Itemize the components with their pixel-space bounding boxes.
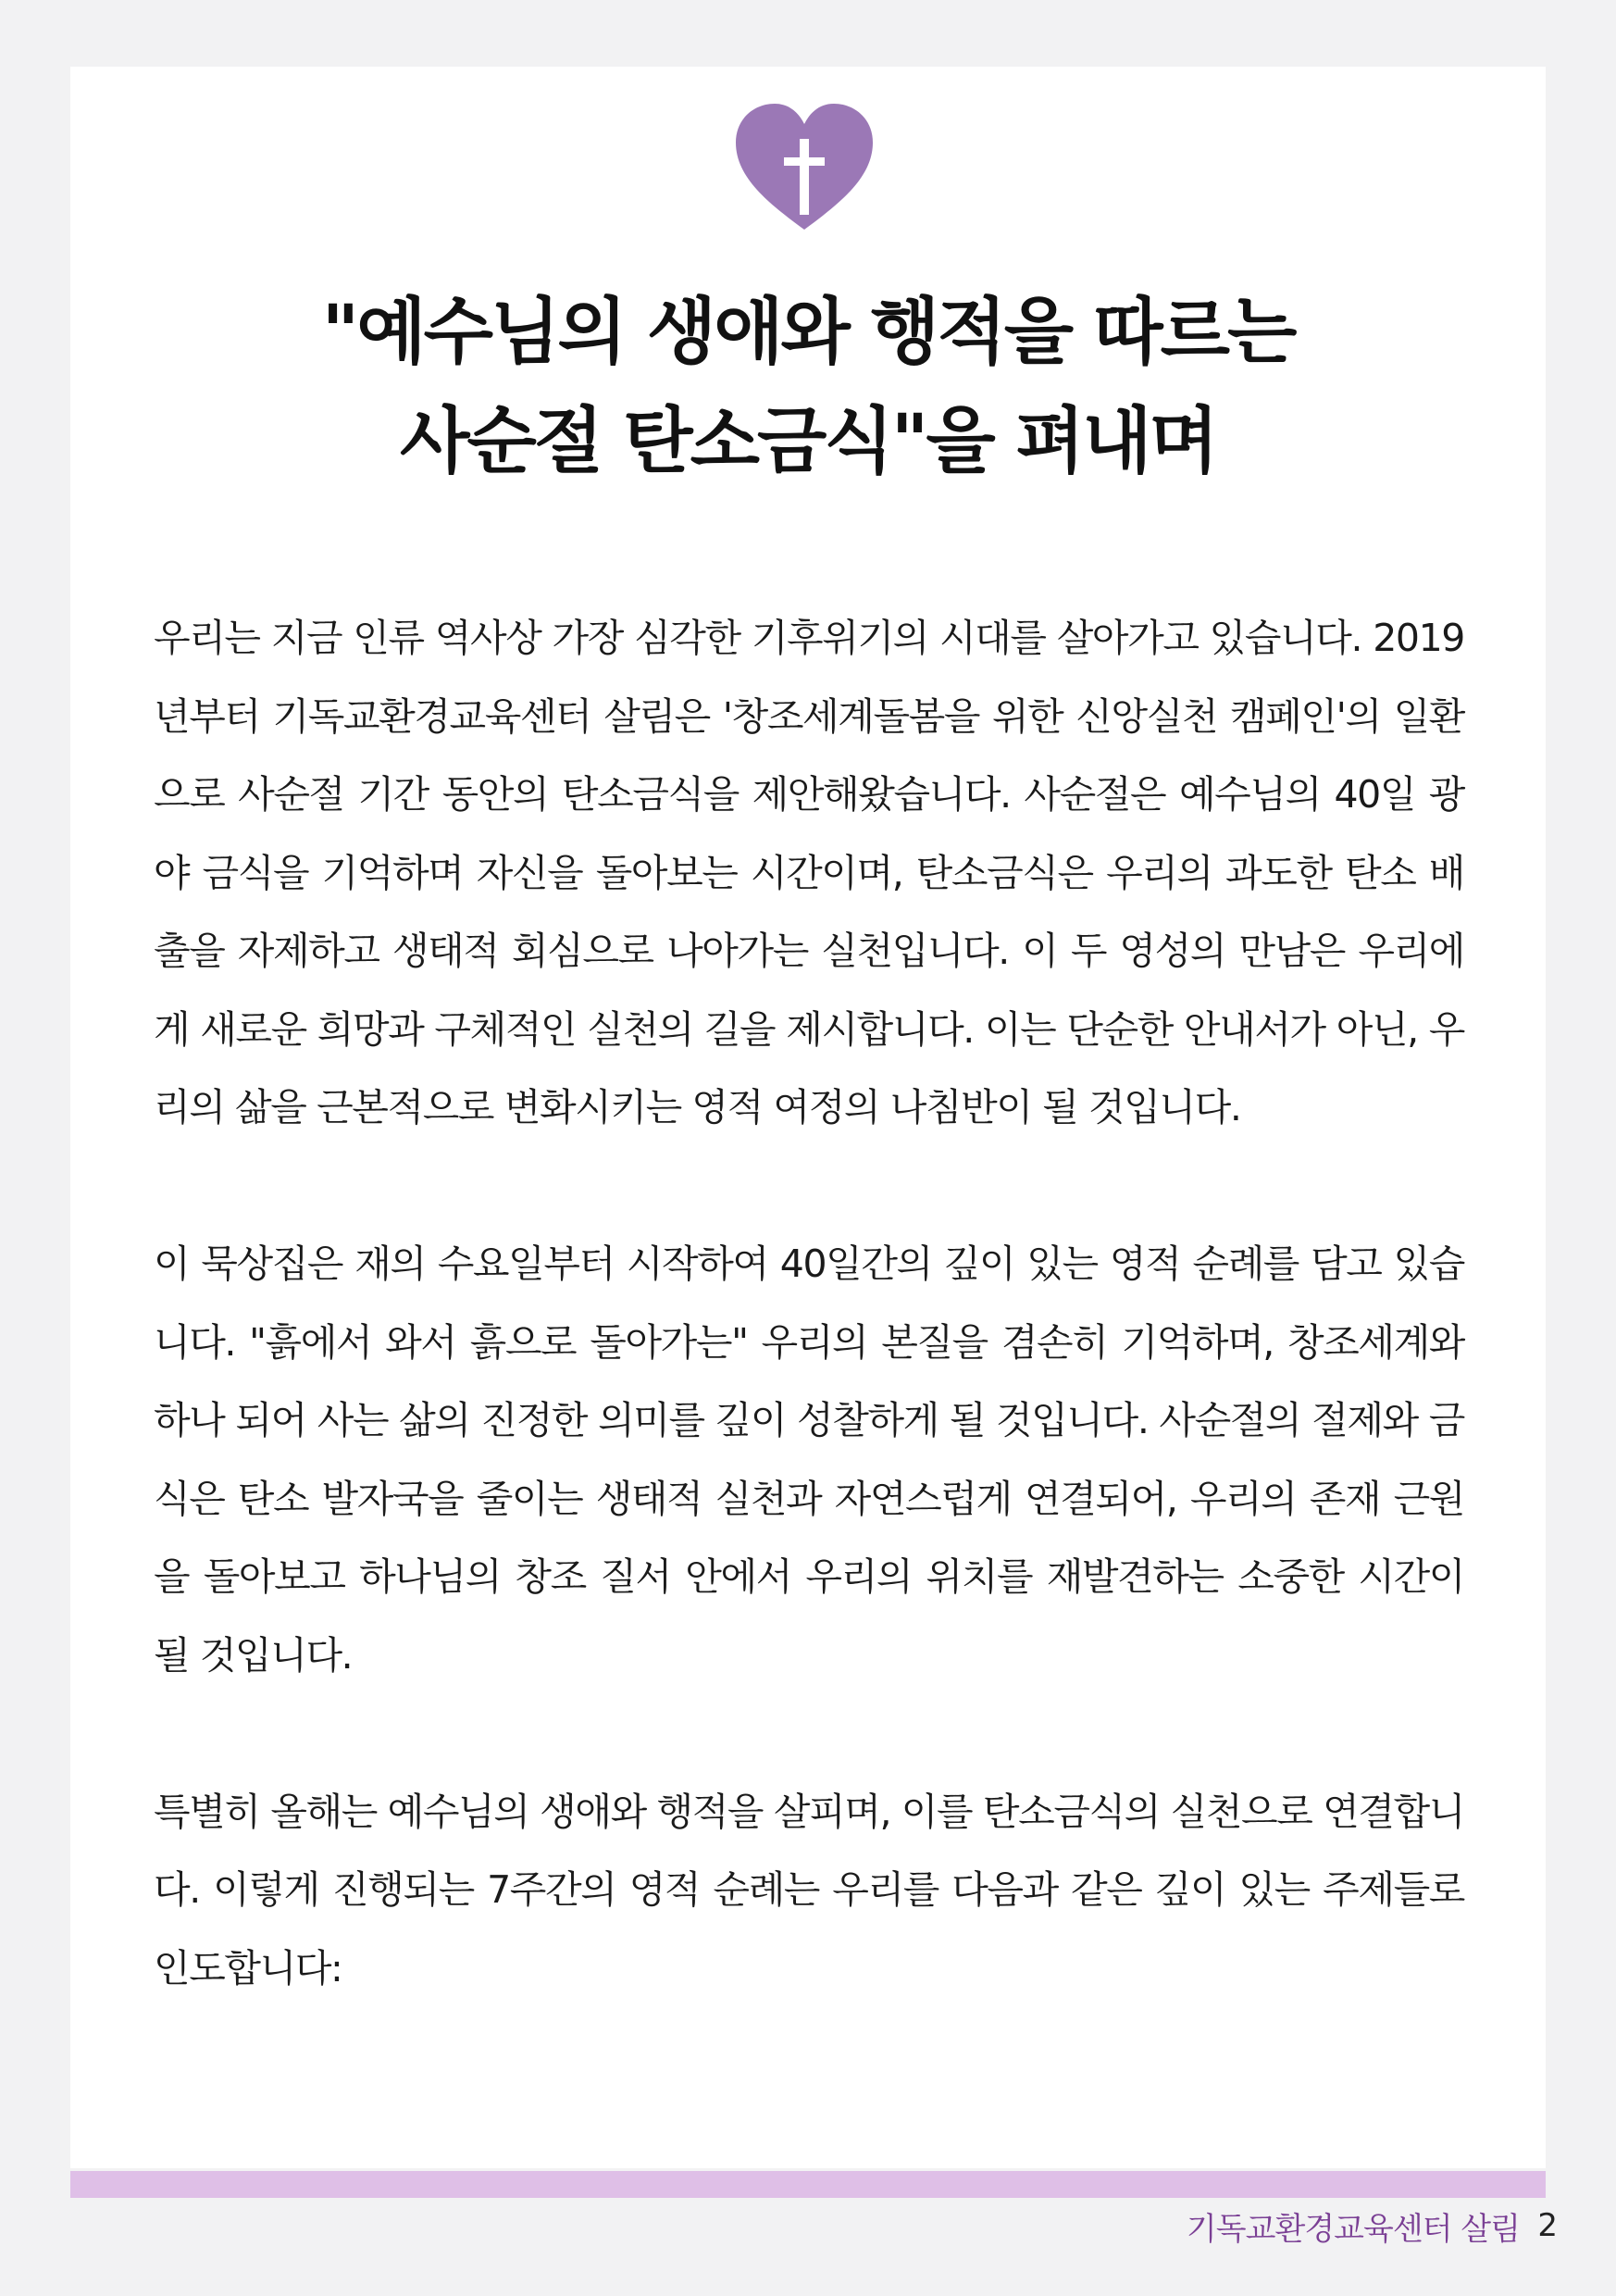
paragraph-3: 특별히 올해는 예수님의 생애와 행적을 살피며, 이를 탄소금식의 실천으로 연결합니다. 이렇게 진행되는 7주간의 영적 순례는 우리를 다음과 같은 깊이 있는 주제들로 인도합니다: [154,1789,1464,1990]
heart-cross-icon [732,100,876,233]
footer-organization: 기독교환경교육센터 살림 [1186,2211,1520,2248]
footer-bar [70,2171,1546,2198]
paragraph-1: 우리는 지금 인류 역사상 가장 심각한 기후위기의 시대를 살아가고 있습니다. 2019년부터 기독교환경교육센터 살림은 '창조세계돌봄을 위한 신앙실천 캠페인'의 일환으로 사순절 기간 동안의 탄소금식을 제안해왔습니다. 사순절은 예수님의 40일 광야 금식을 기억하며 자신을 돌아보는 시간이며, 탄소금식은 우리의 과도한 탄소 배출을 자제하고 생태적 회심으로 나아가는 실천입니다. 이 두 영성의 만남은 우리에게 새로운 희망과 구체적인 실천의 길을 제시합니다. 이는 단순한 안내서가 아닌, 우리의 삶을 근본적으로 변화시키는 영적 여정의 나침반이 될 것입니다. [154,616,1464,1129]
paragraph-2: 이 묵상집은 재의 수요일부터 시작하여 40일간의 깊이 있는 영적 순례를 담고 있습니다. "흙에서 와서 흙으로 돌아가는" 우리의 본질을 겸손히 기억하며, 창조세계와 하나 되어 사는 삶의 진정한 의미를 깊이 성찰하게 될 것입니다. 사순절의 절제와 금식은 탄소 발자국을 줄이는 생태적 실천과 자연스럽게 연결되어, 우리의 존재 근원을 돌아보고 하나님의 창조 질서 안에서 우리의 위치를 재발견하는 소중한 시간이 될 것입니다. [154,1242,1464,1678]
page-number: 2 [1537,2207,1558,2244]
body-text [154,599,1464,2007]
page-title [70,278,1546,496]
title-line-2: 사순절 탄소금식"을 펴내며 [400,400,1216,483]
title-line-1: "예수님의 생애와 행적을 따르는 [321,291,1295,374]
